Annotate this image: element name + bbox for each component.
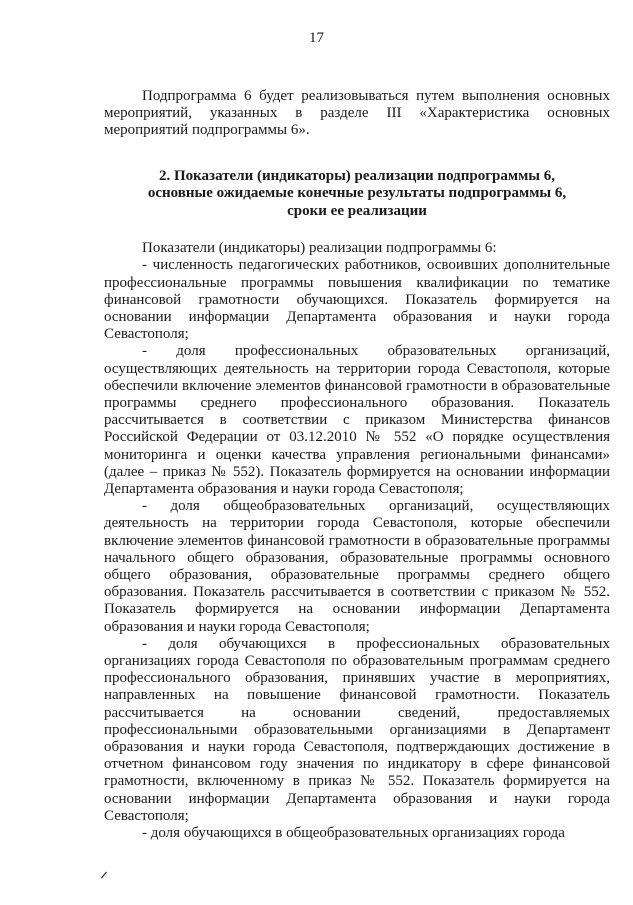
section-heading	[104, 168, 610, 221]
list-item: - доля профессиональных образовательных организаций, осуществляющих деятельность на территории города Севастополя, которые обеспечили включение элементов финансовой грамотности в образовательные программы среднего профессионального образования. Показатель рассчитывается в соответствии с приказом Министерства финансов Российской Федерации от 03.12.2010 № 552 «О порядке осуществления мониторинга и оценки качества управления региональными финансами» (далее – приказ № 552). Показатель формируется на основании информации Департамента образования и науки города Севастополя;	[104, 343, 610, 497]
pen-mark	[98, 865, 111, 883]
heading-line-1: 2. Показатели (индикаторы) реализации подпрограммы 6,	[158, 167, 556, 184]
list-item: - доля обучающихся в общеобразовательных организациях города	[142, 825, 565, 842]
intro-paragraph: Подпрограмма 6 будет реализовываться путем выполнения основных мероприятий, указанных в разделе III «Характеристика основных мероприятий подпрограммы 6».	[104, 88, 610, 139]
page-number: 17	[309, 30, 324, 46]
list-intro: Показатели (индикаторы) реализации подпрограммы 6:	[142, 240, 497, 257]
pen-mark-icon	[100, 871, 110, 879]
page-content	[104, 88, 610, 842]
heading-line-3: сроки ее реализации	[287, 202, 427, 219]
list-item: - доля общеобразовательных организаций, осуществляющих деятельность на территории города Севастополя, которые обеспечили включение элементов финансовой грамотности в образовательные программы начального общего образования, образовательные программы основного общего образования, образовательные программы среднего общего образования. Показатель рассчитывается в соответствии с приказом № 552. Показатель формируется на основании информации Департамента образования и науки города Севастополя;	[104, 498, 610, 635]
heading-line-2: основные ожидаемые конечные результаты подпрограммы 6,	[147, 185, 567, 202]
list-item: - доля обучающихся в профессиональных образовательных организациях города Севастополя по образовательным программам среднего профессионального образования, принявших участие в мероприятиях, направленных на повышение финансовой грамотности. Показатель рассчитывается на основании сведений, предоставляемых профессиональными образовательными организациями в Департамент образования и науки города Севастополя, подтверждающих достижение в отчетном финансовом году значения по индикатору в сфере финансовой грамотности, включенному в приказ № 552. Показатель формируется на основании информации Департамента образования и науки города Севастополя;	[104, 635, 610, 824]
list-item: - численность педагогических работников, освоивших дополнительные профессиональные программы повышения квалификации по тематике финансовой грамотности обучающихся. Показатель формируется на основании информации Департамента образования и науки города Севастополя;	[104, 257, 610, 343]
